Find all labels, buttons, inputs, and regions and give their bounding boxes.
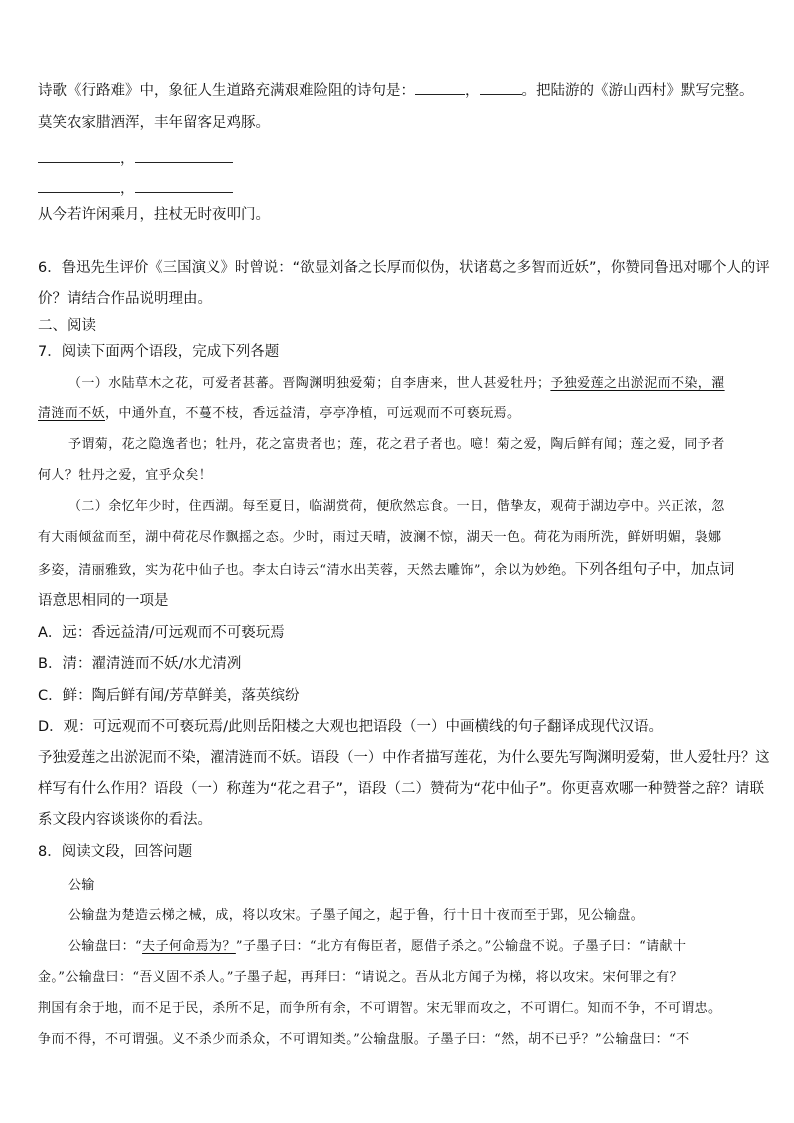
q7-p3-line-3 — [38, 560, 734, 581]
q7-p3-line-4: 语意思相同的一项是 — [38, 593, 169, 609]
q7-p1-line-1 — [68, 374, 725, 394]
section-heading: 二、阅读 — [38, 318, 96, 334]
q7-question-line-2: 样写有什么作用？语段（一）称莲为“花之君子”，语段（二）赞荷为“花中仙子”。你更喜欢哪一种赞誉之辞？请联 — [38, 781, 765, 797]
comma: ， — [465, 83, 480, 99]
poem-line-last: 从今若许闲乘月，拄杖无时夜叩门。 — [38, 207, 270, 223]
answer-blank[interactable] — [38, 178, 120, 193]
passage-heading: 公输 — [68, 878, 95, 893]
q7-p3-line-1: （二）余忆年少时，住西湖。每至夏日，临湖赏荷，便欣然忘食。一日，偕挚友，观荷于湖边亭中。兴正浓，忽 — [68, 499, 725, 514]
q8-title: 8．阅读文段，回答问题 — [38, 844, 193, 860]
q7-p3-line-2: 有大雨倾盆而至，湖中荷花尽作飘摇之态。少时，雨过天晴，波澜不惊，湖天一色。荷花为雨所洗，鲜妍明媚，袅娜 — [38, 530, 722, 545]
q8-line-2 — [68, 937, 686, 957]
underlined-sentence: 予独爱莲之出淤泥而不染，濯 — [550, 376, 725, 391]
q8-text: 公输盘曰：“ — [68, 939, 143, 954]
q7-p3-text: 多姿，清丽雅致，实为花中仙子也。李太白诗云“清水出芙蓉，天然去雕饰”，余以为妙绝。 — [38, 563, 575, 578]
underlined-sentence: 清涟而不妖 — [38, 406, 106, 421]
poem-blank-line-1 — [38, 148, 233, 169]
q7-question-text: 下列各组句子中，加点词 — [574, 562, 735, 578]
answer-blank[interactable] — [38, 148, 120, 163]
option-b[interactable]: B．清：濯清涟而不妖/水尤清冽 — [38, 656, 242, 672]
q6-line-2: 价？请结合作品说明理由。 — [38, 291, 212, 307]
q8-text: ”子墨子曰：“北方有侮臣者，愿借子杀之。”公输盘不说。子墨子曰：“请献十 — [235, 939, 687, 954]
q7-p1-text: （一）水陆草木之花，可爱者甚蕃。晋陶渊明独爱菊；自李唐来，世人甚爱牡丹； — [68, 376, 551, 391]
q7-title: 7．阅读下面两个语段，完成下列各题 — [38, 344, 280, 360]
answer-blank[interactable] — [135, 178, 233, 193]
q5-prompt-text: 诗歌《行路难》中，象征人生道路充满艰难险阻的诗句是： — [38, 83, 415, 99]
q7-p2-line-2: 何人？牡丹之爱，宜乎众矣！ — [38, 468, 213, 483]
underlined-sentence: 夫子何命焉为？ — [142, 939, 236, 954]
q7-p2-line-1: 予谓菊，花之隐逸者也；牡丹，花之富贵者也；莲，花之君子者也。噫！菊之爱，陶后鲜有闻；莲之爱，同予者 — [68, 437, 725, 452]
q5-prompt-line — [38, 80, 754, 101]
q8-line-3: 金。”公输盘曰：“吾义固不杀人。”子墨子起，再拜曰：“请说之。吾从北方闻子为梯，将以攻宋。宋何罪之有？ — [38, 970, 683, 985]
poem-blank-line-2 — [38, 178, 233, 199]
q8-line-5: 争而不得，不可谓强。义不杀少而杀众，不可谓知类。”公输盘服。子墨子曰：“然，胡不已乎？”公输盘曰：“不 — [38, 1032, 690, 1047]
poem-line-1: 莫笑农家腊酒浑，丰年留客足鸡豚。 — [38, 115, 270, 131]
q5-prompt-text-2: 。把陆游的《游山西村》默写完整。 — [521, 83, 754, 99]
option-c[interactable]: C．鲜：陶后鲜有闻/芳草鲜美，落英缤纷 — [38, 688, 300, 704]
answer-blank[interactable] — [480, 80, 522, 95]
comma: ， — [120, 151, 135, 167]
q8-line-1: 公输盘为楚造云梯之械，成，将以攻宋。子墨子闻之，起于鲁，行十日十夜而至于郢，见公输盘。 — [68, 908, 645, 923]
comma: ， — [120, 181, 135, 197]
q7-question-line-1: 予独爱莲之出淤泥而不染，濯清涟而不妖。语段（一）中作者描写莲花，为什么要先写陶渊明爱菊，世人爱牡丹？这 — [38, 750, 770, 766]
q7-p1-line-2 — [38, 404, 520, 424]
q7-p1-text: ，中通外直，不蔓不枝，香远益清，亭亭净植，可远观而不可亵玩焉。 — [105, 406, 521, 421]
q7-question-line-3: 系文段内容谈谈你的看法。 — [38, 812, 212, 828]
q8-line-4: 荆国有余于地，而不足于民，杀所不足，而争所有余，不可谓智。宋无罪而攻之，不可谓仁。知而不争，不可谓忠。 — [38, 1001, 722, 1016]
answer-blank[interactable] — [135, 148, 233, 163]
q6-line-1: 6．鲁迅先生评价《三国演义》时曾说：“欲显刘备之长厚而似伪，状诸葛之多智而近妖”，你赞同鲁迅对哪个人的评 — [38, 260, 770, 276]
option-d[interactable]: D．观：可远观而不可亵玩焉/此则岳阳楼之大观也把语段（一）中画横线的句子翻译成现代汉语。 — [38, 719, 664, 735]
answer-blank[interactable] — [415, 80, 465, 95]
option-a[interactable]: A．远：香远益清/可远观而不可亵玩焉 — [38, 625, 285, 641]
